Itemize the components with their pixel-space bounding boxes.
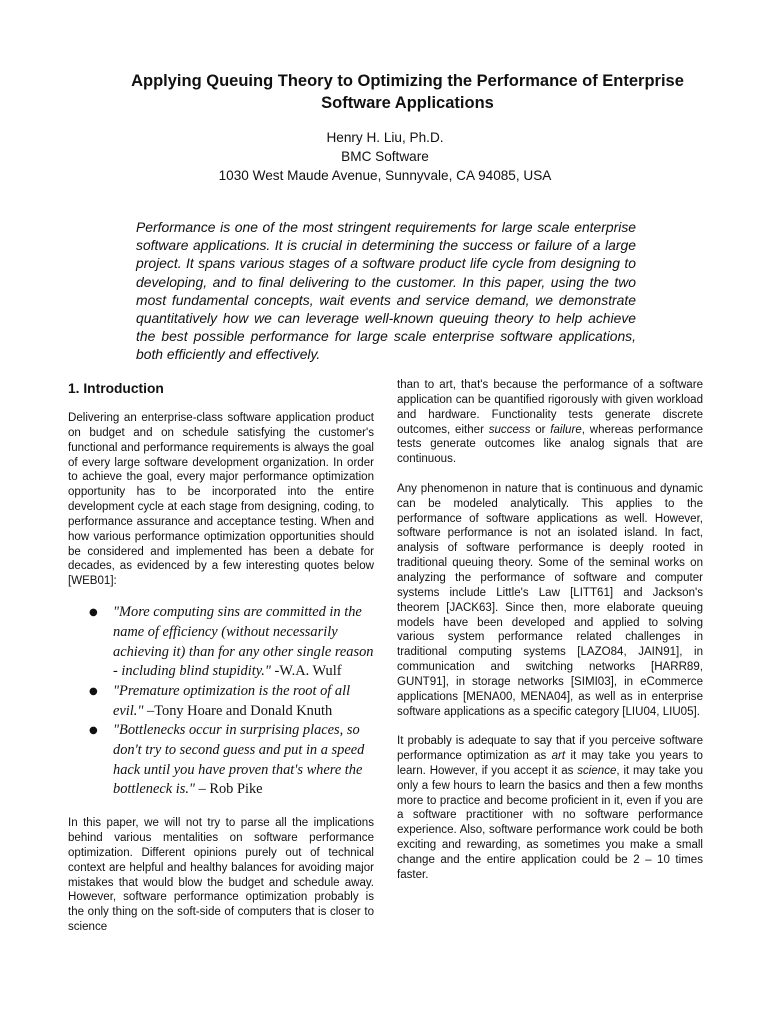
bullet-icon: ● xyxy=(89,607,98,619)
quote-item xyxy=(89,721,374,800)
quote-list xyxy=(68,603,374,800)
text-run: than to art, that's because the performance of a software application can be quantified rigorously with given workload and hardware. Functionality tests generate discrete outcomes, either xyxy=(397,379,703,436)
text-run: , it may take you only a few hours to learn the basics and then a few months more to practice and become proficient in it, even if you are a software practitioner with no software performance experience. Also, software performance work could be both exciting and rewarding, as sometimes you make a small change and the entire application could be 2 – 10 times faster. xyxy=(397,764,703,881)
paper-title: Applying Queuing Theory to Optimizing the Performance of Enterprise Software Applications xyxy=(131,72,684,112)
bullet-icon: ● xyxy=(89,725,98,737)
author-block xyxy=(120,128,650,185)
quote-text: "More computing sins are committed in the name of efficiency (without necessarily achieving it) than for any other single reason - including blind stupidity." xyxy=(113,604,374,680)
intro-paragraph-1: Delivering an enterprise-class software application product on budget and on schedule satisfying the customer's functional and performance requirements is always the goal of every large software development organization. In order to achieve the goal, every major performance optimization opportunity has to be incorporated into the entire development cycle at each stage from designing, coding, to performance assurance and acceptance testing. When and how various performance optimization opportunities should be considered and implemented has been a debate for decades, as evidenced by a few interesting quotes below [WEB01]: xyxy=(68,412,374,588)
quote-item xyxy=(89,603,374,682)
quote-text: "Bottlenecks occur in surprising places, so don't try to second guess and put in a speed hack until you have proven that's where the bottleneck is." xyxy=(113,722,365,798)
right-paragraph-2: Any phenomenon in nature that is continuous and dynamic can be modeled analytically. This applies to the performance of software applications as well. However, software performance is not an isolated island. In fact, analysis of software performance is deeply rooted in traditional queuing theory. Some of the seminal works on analyzing the performance of software and computer systems include Little's Law [LITT61] and Jackson's theorem [JACK63]. Since then, more elaborate queuing models have been developed and applied to solving various system performance related challenges in traditional computing systems [LAZO84, JAIN91], in communication and switching networks [HARR89, GUNT91], in storage networks [SIMI03], in eCommerce applications [MENA00, MENA04], as well as in enterprise software applications as a specific category [LIU04, LIU05]. xyxy=(397,482,703,718)
quote-author: –Tony Hoare and Donald Knuth xyxy=(143,702,333,719)
right-paragraph-1 xyxy=(397,378,703,467)
section-heading-introduction: 1. Introduction xyxy=(68,381,164,396)
emphasis-success: success xyxy=(488,423,531,436)
author-address: 1030 West Maude Avenue, Sunnyvale, CA 94085, USA xyxy=(218,168,552,183)
text-run: it may take you years to learn. However, if you accept it as xyxy=(397,750,703,777)
bullet-icon: ● xyxy=(89,685,98,697)
author-affiliation: BMC Software xyxy=(341,149,429,164)
text-run: or xyxy=(530,423,551,436)
right-paragraph-3 xyxy=(397,734,703,882)
quote-text: "Premature optimization is the root of all evil." xyxy=(113,682,351,719)
text-run: It probably is adequate to say that if you perceive software performance optimization as xyxy=(397,735,703,763)
text-run: , whereas performance tests generate outcomes like analog signals that are continuous. xyxy=(397,423,703,466)
intro-paragraph-2: In this paper, we will not try to parse all the implications behind various mentalities on software performance optimization. Different opinions purely out of technical context are helpful and healthy balances for avoiding major mistakes that would blow the budget and schedule away. However, software performance optimization probably is the only thing on the soft-side of computers that is closer to science xyxy=(68,817,374,934)
emphasis-failure: failure xyxy=(550,423,582,436)
quote-author: -W.A. Wulf xyxy=(270,663,342,680)
emphasis-science: science xyxy=(577,764,617,777)
abstract: Performance is one of the most stringent requirements for large scale enterprise software applications. It is crucial in determining the success or failure of a large project. It spans various stages of a software product life cycle from designing to developing, and to final delivering to the customer. In this paper, using the two most fundamental concepts, wait events and service demand, we demonstrate quantitatively how we can leverage well-known queuing theory to help achieve the best possible performance for large scale enterprise software applications, both efficiently and effectively. xyxy=(136,219,636,363)
emphasis-art: art xyxy=(551,750,566,763)
author-name: Henry H. Liu, Ph.D. xyxy=(326,130,444,145)
right-column xyxy=(397,378,703,883)
quote-author: – Rob Pike xyxy=(194,781,263,798)
left-column xyxy=(68,378,374,935)
quote-item xyxy=(89,682,374,721)
